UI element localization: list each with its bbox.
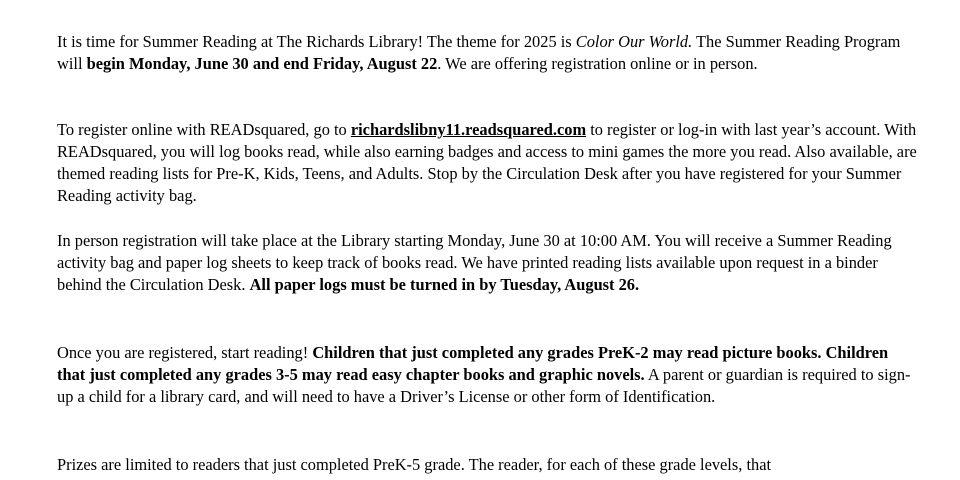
online-text: To register online with READsquared, go to	[57, 120, 351, 139]
intro-text: It is time for Summer Reading at The Richards Library! The theme for 2025 is	[57, 32, 576, 51]
program-dates: begin Monday, June 30 and end Friday, August 22	[86, 54, 438, 73]
paper-log-deadline: All paper logs must be turned in by Tuesday, August 26.	[249, 275, 640, 294]
intro-text-3: . We are offering registration online or in person.	[437, 54, 758, 73]
theme-title: Color Our World.	[575, 32, 693, 51]
rules-text: Once you are registered, start reading!	[57, 343, 313, 362]
in-person-registration-paragraph	[57, 230, 917, 296]
reading-rules-paragraph	[57, 342, 917, 408]
intro-paragraph	[57, 31, 917, 75]
intro-text-2: The Summer Reading Program will	[57, 32, 901, 73]
readsquared-link[interactable]: richardslibny11.readsquared.com	[350, 120, 587, 139]
prizes-paragraph	[57, 454, 917, 476]
prizes-text: Prizes are limited to readers that just completed PreK-5 grade. The reader, for each of these grade levels, that	[57, 455, 772, 474]
online-text-2: to register or log-in with last year’s account. With READsquared, you will log books read, while also earning badges and access to mini games the more you read. Also available, are themed reading lists for Pre-K, Kids, Teens, and Adults. Stop by the Circulation Desk after you have registered for your Summer Reading activity bag.	[57, 120, 917, 205]
online-registration-paragraph	[57, 119, 917, 207]
in-person-text: In person registration will take place at the Library starting Monday, June 30 at 10:00 AM. You will receive a Summer Reading activity bag and paper log sheets to keep track of books read. We have printed reading lists available upon request in a binder behind the Circulation Desk.	[57, 231, 892, 294]
rules-text-2: A parent or guardian is required to sign-up a child for a library card, and will need to have a Driver’s License or other form of Identification.	[57, 365, 911, 406]
grade-rules: Children that just completed any grades PreK-2 may read picture books. Children that just completed any grades 3-5 may read easy chapter books and graphic novels.	[57, 343, 889, 384]
